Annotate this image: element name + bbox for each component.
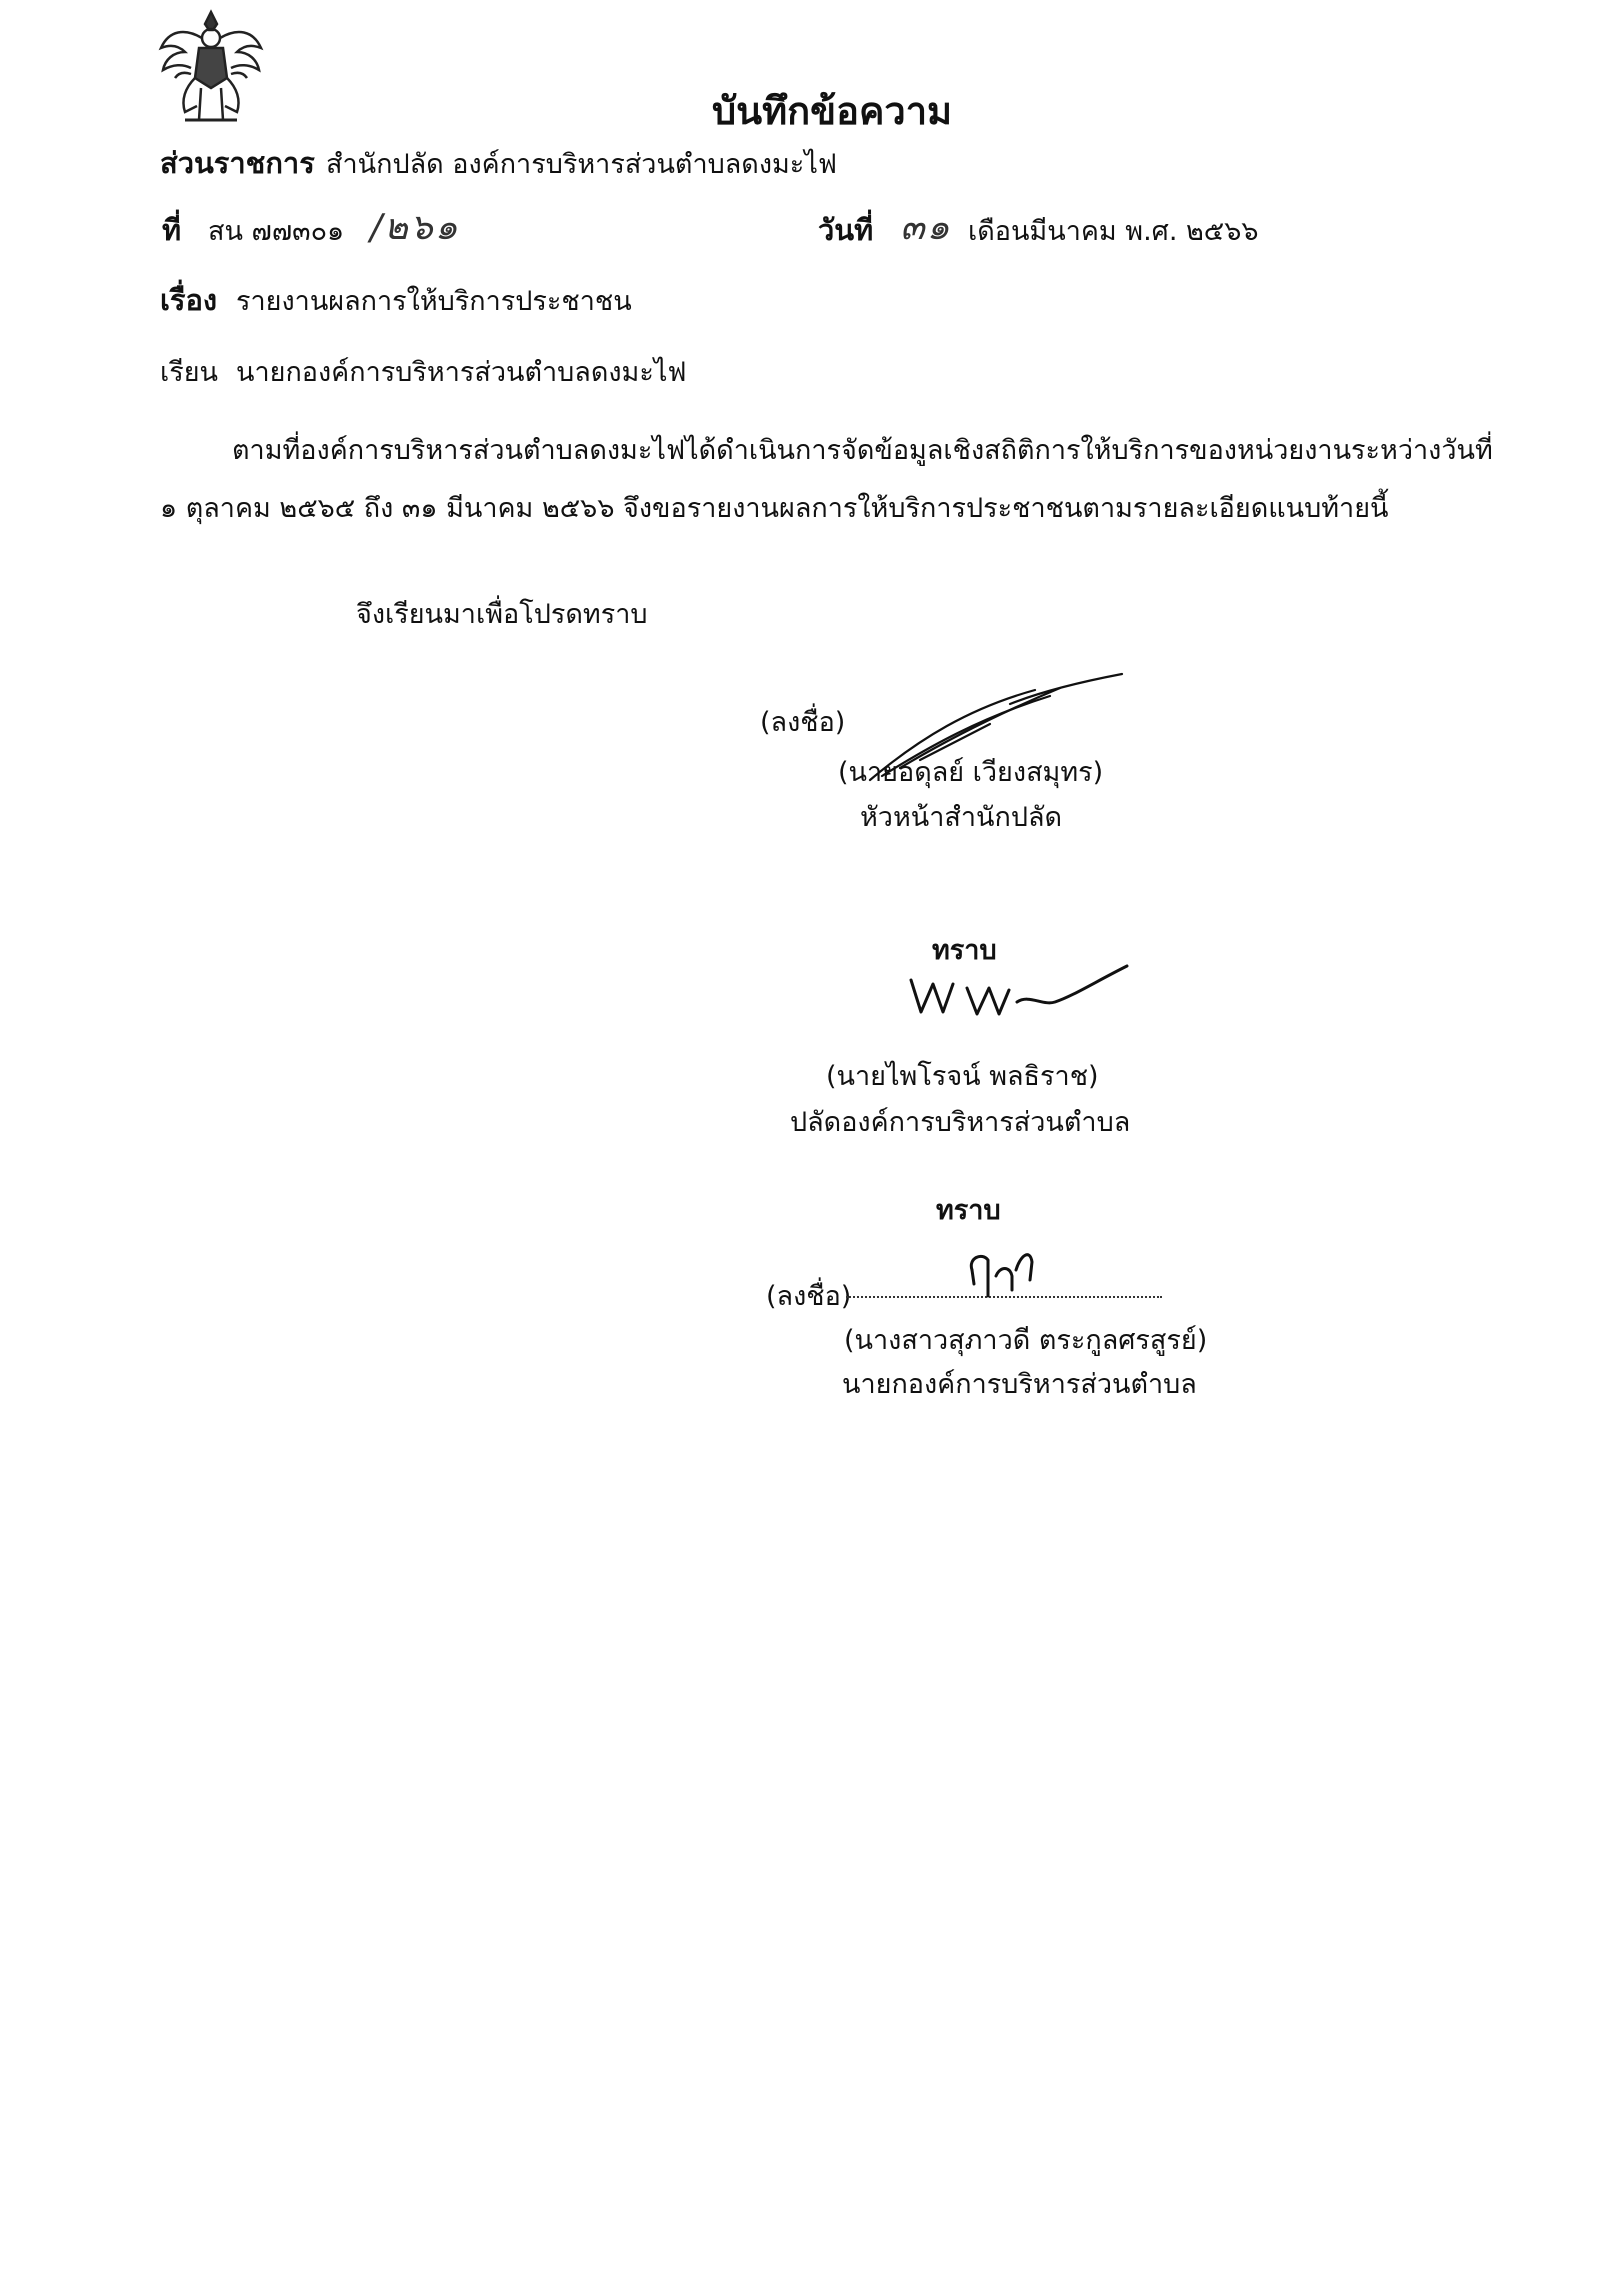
closing-line: จึงเรียนมาเพื่อโปรดทราบ <box>356 599 648 630</box>
document-title: บันทึกข้อความ <box>712 89 953 133</box>
third-signer-position: นายกองค์การบริหารส่วนตำบล <box>842 1369 1197 1400</box>
third-signature-scribble <box>960 1240 1040 1310</box>
first-sign-label: (ลงชื่อ) <box>760 707 846 738</box>
date-month-year: เดือนมีนาคม พ.ศ. ๒๕๖๖ <box>968 216 1259 247</box>
department-label: ส่วนราชการ <box>160 146 315 180</box>
third-signer-name: (นางสาวสุภาวดี ตระกูลศรสูรย์) <box>844 1325 1208 1356</box>
third-acknowledge: ทราบ <box>936 1195 1001 1226</box>
reference-handwritten-number: /๒๖๑ <box>370 207 460 248</box>
subject-value: รายงานผลการให้บริการประชาชน <box>236 286 632 317</box>
subject-label: เรื่อง <box>160 283 218 317</box>
third-sign-label: (ลงชื่อ) <box>766 1281 852 1312</box>
department-value: สำนักปลัด องค์การบริหารส่วนตำบลดงมะไฟ <box>326 149 838 180</box>
reference-label: ที่ <box>162 213 182 247</box>
second-signer-position: ปลัดองค์การบริหารส่วนตำบล <box>790 1107 1131 1138</box>
addressee-label: เรียน <box>160 357 219 388</box>
body-line-1: ตามที่องค์การบริหารส่วนตำบลดงมะไฟได้ดำเนินการจัดข้อมูลเชิงสถิติการให้บริการของหน่วยงานระหว่างวันที่ <box>232 435 1493 466</box>
body-line-2: ๑ ตุลาคม ๒๕๖๕ ถึง ๓๑ มีนาคม ๒๕๖๖ จึงขอรายงานผลการให้บริการประชาชนตามรายละเอียดแนบท้ายนี้ <box>160 493 1389 524</box>
reference-number: สน ๗๗๓๐๑ <box>208 216 345 247</box>
second-signature-scribble <box>905 962 1135 1032</box>
second-signer-name: (นายไพโรจน์ พลธิราช) <box>826 1061 1099 1092</box>
date-day-handwritten: ๓๑ <box>900 207 952 248</box>
garuda-emblem <box>155 8 267 126</box>
first-signer-position: หัวหน้าสำนักปลัด <box>860 802 1063 833</box>
date-label: วันที่ <box>818 213 874 247</box>
first-signer-name: (นายอดุลย์ เวียงสมุทร) <box>838 757 1104 788</box>
second-acknowledge: ทราบ <box>932 935 997 966</box>
addressee-value: นายกองค์การบริหารส่วนตำบลดงมะไฟ <box>236 357 687 388</box>
